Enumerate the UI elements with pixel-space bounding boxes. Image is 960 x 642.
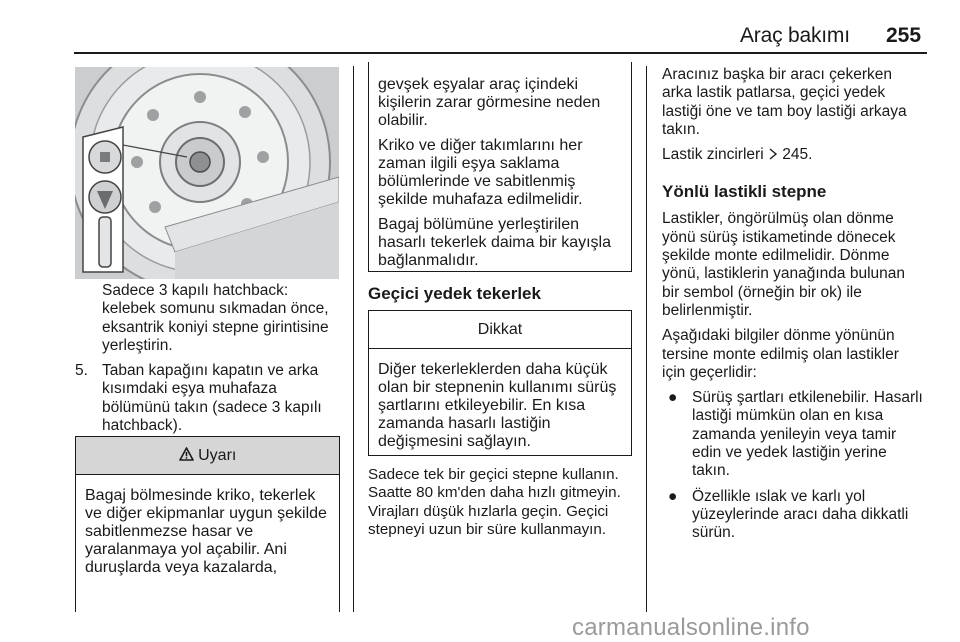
header-title: Araç bakımı — [740, 24, 850, 47]
tire-chains-page: 245. — [782, 146, 813, 164]
caution-header: Dikkat — [369, 311, 631, 349]
bullet-dot: ● — [668, 389, 678, 407]
towing-paragraph: Aracınız başka bir aracı çekerken arka lastik patlarsa, geçici yedek lastiği öne ve tam boy lastiği arkaya takın. — [662, 66, 907, 138]
reverse-mounted-intro: Aşağıdaki bilgiler dönme yönünün tersine monte edilmiş olan lastikler için geçerlidir: — [662, 327, 899, 381]
step-5 — [75, 362, 340, 435]
bullet-item — [662, 389, 924, 480]
bullet-dot: ● — [668, 487, 678, 505]
warning-triangle-icon — [179, 447, 194, 461]
caution-box — [368, 310, 632, 456]
temporary-spare-heading-wrap — [368, 284, 634, 304]
rotation-direction-paragraph: Lastikler, öngörülmüş olan dönme yönü sürüş istikametinde dönecek şekilde monte edilmelidir. Dönme yönü, lastiklerin yanağında bulunan bir sembol (örneğin bir ok) ile belirlenmiştir. — [662, 210, 906, 319]
column-2-paragraph — [368, 466, 636, 546]
temporary-spare-heading: Geçici yedek tekerlek — [368, 284, 541, 303]
spare-wheel-illustration — [75, 67, 339, 279]
bullet-text: Özellikle ıslak ve karlı yol yüzeylerinde aracı daha dikkatli sürün. — [692, 487, 909, 542]
warning-header — [76, 437, 339, 475]
warning-title: Uyarı — [198, 447, 237, 464]
temporary-spare-paragraph: Sadece tek bir geçici stepne kullanın. Saatte 80 km'den daha hızlı gitmeyin. Virajları düşük hızlarla geçin. Geçici stepneyi uzun bir süre kullanmayın. — [368, 466, 621, 538]
warning-box — [75, 436, 340, 612]
tire-chains-text: Lastik zincirleri — [662, 146, 764, 164]
warning-continued-p3: Bagaj bölümüne yerleştirilen hasarlı tekerlek daima bir kayışla bağlanmalıdır. — [378, 216, 611, 269]
warning-continued-p2: Kriko ve diğer takımlarını her zaman ilgili eşya saklama bölümlerinde ve sabitlenmiş şekilde muhafaza edilmelidir. — [378, 137, 583, 208]
column-divider-2 — [646, 66, 647, 612]
warning-body: Bagaj bölmesinde kriko, tekerlek ve diğer ekipmanlar uygun şekilde sabitlenmezse hasar ve yaralanmaya yol açabilir. Ani duruşlarda veya kazalarda, — [85, 487, 327, 576]
warning-continued-p1: gevşek eşyalar araç içindeki kişilerin zarar görmesine neden olabilir. — [378, 76, 601, 129]
spare-wheel-drawing — [75, 67, 339, 279]
warning-continued-box — [368, 62, 632, 272]
step-number: 5. — [75, 362, 88, 380]
watermark: carmanualsonline.info — [572, 614, 810, 641]
bullet-item — [662, 488, 924, 543]
directional-spare-heading: Yönlü lastikli stepne — [662, 182, 827, 202]
bullet-text: Sürüş şartları etkilenebilir. Hasarlı lastiği mümkün olan en kısa zamanda yenileyin veya tamir edin ve yedek lastiğin yerine takın. — [692, 389, 923, 480]
caption-paragraph: Sadece 3 kapılı hatchback: kelebek somunu sıkmadan önce, eksantrik koniyi stepne girintisine yerleştirin. — [102, 282, 329, 354]
column-divider-1 — [353, 66, 354, 612]
column-1 — [75, 282, 340, 435]
page-number: 255 — [886, 24, 922, 47]
page-reference-arrow-icon — [768, 148, 778, 160]
header-rule — [74, 52, 927, 54]
column-3 — [662, 66, 924, 550]
caution-body: Diğer tekerleklerden daha küçük olan bir stepnenin kullanımı sürüş şartlarını etkileyebilir. En kısa zamanda hasarlı lastiğin değişmesini sağlayın. — [378, 361, 617, 450]
tire-chains-reference — [662, 146, 924, 164]
step-text: Taban kapağını kapatın ve arka kısımdaki eşya muhafaza bölümünü takın (sadece 3 kapılı hatchback). — [102, 362, 322, 435]
